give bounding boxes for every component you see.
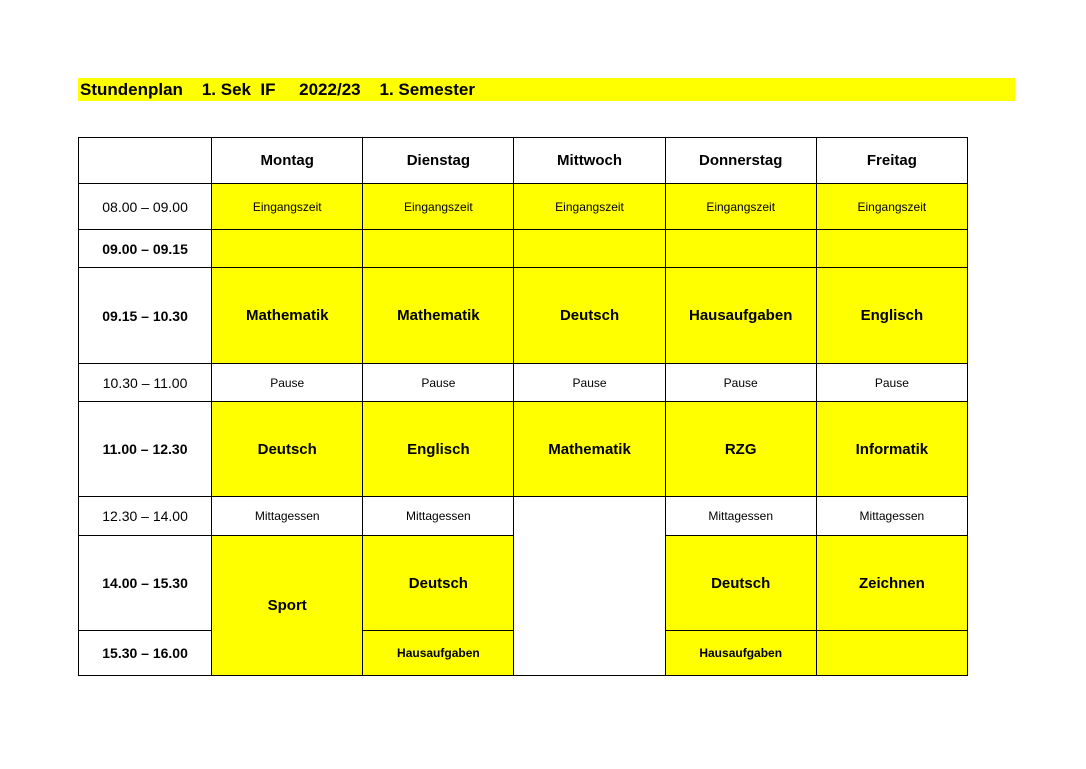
- time-slot: 15.30 – 16.00: [79, 631, 212, 676]
- lesson-cell: Englisch: [363, 402, 514, 497]
- lesson-cell: Eingangszeit: [212, 184, 363, 230]
- day-header-friday: Freitag: [816, 138, 967, 184]
- lesson-cell: Eingangszeit: [665, 184, 816, 230]
- lesson-cell: Mittagessen: [212, 497, 363, 536]
- lesson-cell: [363, 230, 514, 268]
- lesson-cell: Pause: [816, 364, 967, 402]
- lesson-cell: Pause: [212, 364, 363, 402]
- lesson-cell: Pause: [665, 364, 816, 402]
- lesson-cell: Zeichnen: [816, 536, 967, 631]
- lesson-cell: Englisch: [816, 268, 967, 364]
- lesson-cell: Mittagessen: [363, 497, 514, 536]
- lesson-cell: Deutsch: [363, 536, 514, 631]
- lesson-cell: [665, 230, 816, 268]
- lesson-cell: Eingangszeit: [816, 184, 967, 230]
- header-row: [79, 138, 968, 184]
- table-row: [79, 364, 968, 402]
- table-row: [79, 184, 968, 230]
- lesson-cell: Pause: [514, 364, 665, 402]
- table-row: [79, 402, 968, 497]
- table-row: [79, 268, 968, 364]
- lesson-cell: Hausaufgaben: [363, 631, 514, 676]
- lesson-cell: [816, 230, 967, 268]
- time-slot: 14.00 – 15.30: [79, 536, 212, 631]
- lesson-cell: RZG: [665, 402, 816, 497]
- time-slot: 10.30 – 11.00: [79, 364, 212, 402]
- empty-wednesday-afternoon: [514, 497, 665, 676]
- corner-cell: [79, 138, 212, 184]
- lesson-cell: Mathematik: [514, 402, 665, 497]
- time-slot: 11.00 – 12.30: [79, 402, 212, 497]
- time-slot: 08.00 – 09.00: [79, 184, 212, 230]
- lesson-cell: Eingangszeit: [363, 184, 514, 230]
- time-slot: 09.00 – 09.15: [79, 230, 212, 268]
- table-row: [79, 230, 968, 268]
- time-slot: 12.30 – 14.00: [79, 497, 212, 536]
- lesson-cell: Informatik: [816, 402, 967, 497]
- lesson-cell: Mittagessen: [816, 497, 967, 536]
- timetable: [78, 137, 968, 676]
- page-title: Stundenplan 1. Sek IF 2022/23 1. Semester: [78, 78, 1015, 101]
- lesson-cell: Sport: [212, 536, 363, 676]
- lesson-cell: Eingangszeit: [514, 184, 665, 230]
- lesson-cell: [514, 230, 665, 268]
- time-slot: 09.15 – 10.30: [79, 268, 212, 364]
- lesson-cell: [212, 230, 363, 268]
- lesson-cell: Deutsch: [665, 536, 816, 631]
- day-header-tuesday: Dienstag: [363, 138, 514, 184]
- lesson-cell: Deutsch: [514, 268, 665, 364]
- lesson-cell: Mittagessen: [665, 497, 816, 536]
- lesson-cell: Pause: [363, 364, 514, 402]
- lesson-cell: Deutsch: [212, 402, 363, 497]
- lesson-cell: Mathematik: [212, 268, 363, 364]
- lesson-cell: Hausaufgaben: [665, 631, 816, 676]
- lesson-cell: Hausaufgaben: [665, 268, 816, 364]
- day-header-thursday: Donnerstag: [665, 138, 816, 184]
- table-row: [79, 497, 968, 536]
- lesson-cell: Mathematik: [363, 268, 514, 364]
- day-header-monday: Montag: [212, 138, 363, 184]
- lesson-cell: [816, 631, 967, 676]
- day-header-wednesday: Mittwoch: [514, 138, 665, 184]
